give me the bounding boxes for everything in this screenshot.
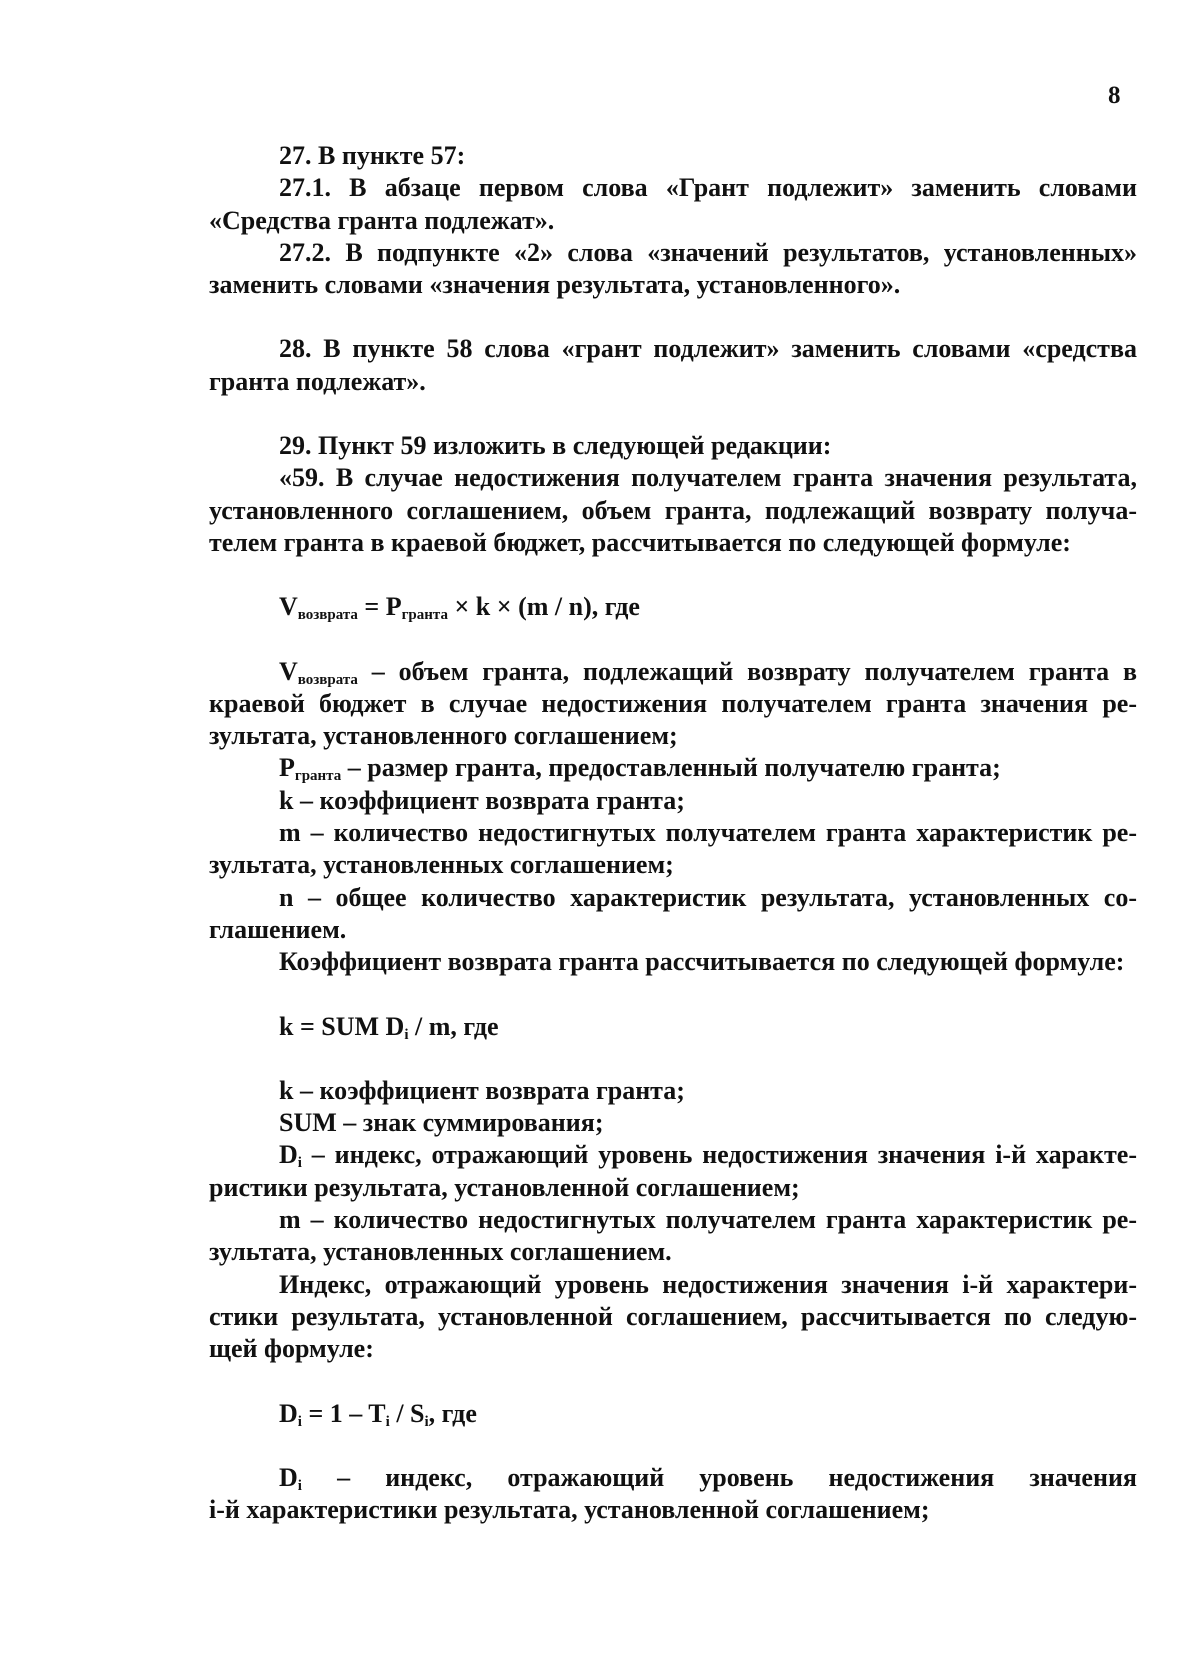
paragraph-27: 27. В пункте 57: (279, 141, 466, 170)
definition-k: k – коэффициент возврата гранта; (279, 785, 685, 815)
paragraph-29: 29. Пункт 59 изложить в следующей редакции: (279, 431, 832, 461)
definition-d: $D_i$ – индекс, отражающий уровень недостижения значения i-й характеристики результата, установленной соглашением; (209, 1140, 1137, 1202)
definition-m: m – количество недостигнутых получателем гранта характеристик результата, установленных соглашением; (209, 818, 1137, 880)
paragraph-27-2: 27.2. В подпункте «2» слова «значений результатов, установленных» заменить словами «значения результата, установленного». (209, 237, 1137, 300)
coefficient-intro: Коэффициент возврата гранта рассчитывается по следующей формуле: (279, 947, 1125, 977)
definition-n: n – общее количество характеристик результата, установленных соглашением. (209, 882, 1137, 944)
definition-sum: SUM – знак суммирования; (279, 1108, 604, 1138)
paragraph-27-1: 27.1. В абзаце первом слова «Грант подлежит» заменить словами «Средства гранта подлежат». (209, 173, 1137, 235)
definition-p-grant: $P_{гранта}$ – размер гранта, предоставленный получателю гранта; (279, 753, 1001, 785)
document-body (209, 140, 1137, 1526)
paragraph-28: 28. В пункте 58 слова «грант подлежит» заменить словами «средства гранта подлежат». (209, 334, 1137, 396)
formula-return-volume: $V_{возврата} = P_{гранта} \times k \times (m / n)$, где (279, 592, 640, 624)
paragraph-59: «59. В случае недостижения получателем гранта значения результата, установленного соглашением, объем гранта, подлежащий возврату получателем гранта в краевой бюджет, рассчитывается по следующей формуле: (209, 463, 1137, 557)
formula-coefficient: k = SUM $D_i$ / m, где (279, 1011, 499, 1043)
definition-d-2-line-1: $D_i$ – индекс, отражающий уровень недостижения значения (279, 1462, 1137, 1494)
formula-index: $D_i = 1 - T_i / S_i$, где (279, 1398, 477, 1430)
definition-m-2: m – количество недостигнутых получателем гранта характеристик результата, установленных соглашением. (209, 1205, 1137, 1267)
definition-d-2-line-2: i-й характеристики результата, установленной соглашением; (209, 1495, 930, 1525)
page-number: 8 (1108, 82, 1121, 109)
index-intro: Индекс, отражающий уровень недостижения значения i-й характеристики результата, установленной соглашением, рассчитывается по следующей формуле: (209, 1269, 1137, 1364)
definition-k-2: k – коэффициент возврата гранта; (279, 1075, 685, 1105)
definition-v-return: $V_{возврата}$ – объем гранта, подлежащий возврату получателем гранта в краевой бюджет в случае недостижения получателем гранта значения результата, установленного соглашением; (209, 656, 1137, 751)
